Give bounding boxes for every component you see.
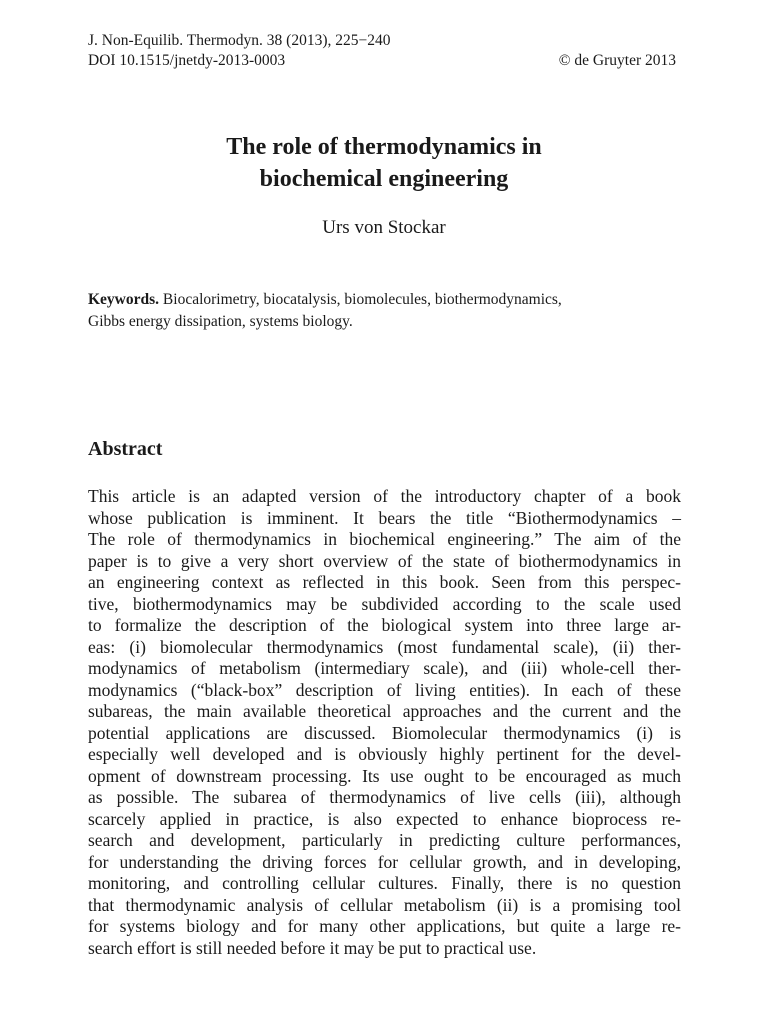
journal-reference: J. Non-Equilib. Thermodyn. 38 (2013), 225−240 [88,32,391,49]
abstract-line: potential applications are discussed. Biomolecular thermodynamics (i) is [88,722,681,743]
journal-header [88,31,676,51]
abstract-line: as possible. The subarea of thermodynamics of live cells (iii), although [88,787,681,807]
copyright: © de Gruyter 2013 [558,52,676,69]
keywords-line-1: Biocalorimetry, biocatalysis, biomolecules, biothermodynamics, [162,291,562,308]
abstract-line: modynamics of metabolism (intermediary scale), and (iii) whole-cell ther- [88,658,681,678]
abstract-line: for understanding the driving forces for cellular growth, and in developing, [88,851,681,872]
doi: DOI 10.1515/jnetdy-2013-0003 [88,52,286,69]
keywords-block [88,289,676,333]
abstract-line: search and development, particularly in predicting culture performances, [88,830,681,850]
paper-title [0,131,768,195]
abstract-line: eas: (i) biomolecular thermodynamics (most fundamental scale), (ii) ther- [88,636,681,657]
abstract-line: that thermodynamic analysis of cellular metabolism (ii) is a promising tool [88,894,681,915]
abstract-line: search effort is still needed before it may be put to practical use. [88,937,537,958]
keywords-line-2: Gibbs energy dissipation, systems biology. [88,313,353,330]
title-line-1: The role of thermodynamics in [226,134,542,160]
abstract-heading: Abstract [88,438,163,460]
abstract-line: tive, biothermodynamics may be subdivided according to the scale used [88,593,681,614]
abstract-body [88,486,681,959]
doi-header [88,51,676,71]
abstract-line: an engineering context as reflected in this book. Seen from this perspec- [88,572,681,592]
abstract-line: subareas, the main available theoretical approaches and the current and the [88,701,681,721]
abstract-line: monitoring, and controlling cellular cultures. Finally, there is no question [88,873,681,893]
abstract-line: whose publication is imminent. It bears the title “Biothermodynamics – [88,507,681,528]
abstract-line: paper is to give a very short overview of the state of biothermodynamics in [88,550,681,571]
abstract-line: for systems biology and for many other applications, but quite a large re- [88,916,681,936]
abstract-line: This article is an adapted version of the introductory chapter of a book [88,486,681,506]
abstract-line: to formalize the description of the biological system into three large ar- [88,615,681,635]
title-line-2: biochemical engineering [259,166,509,192]
abstract-line: The role of thermodynamics in biochemical engineering.” The aim of the [88,529,681,549]
abstract-line: scarcely applied in practice, is also expected to enhance bioprocess re- [88,808,681,829]
abstract-line: especially well developed and is obviously highly pertinent for the devel- [88,744,681,764]
abstract-line: opment of downstream processing. Its use ought to be encouraged as much [88,765,681,786]
author: Urs von Stockar [322,217,446,238]
keywords-label: Keywords. [88,291,160,308]
abstract-line: modynamics (“black-box” description of living entities). In each of these [88,679,681,700]
